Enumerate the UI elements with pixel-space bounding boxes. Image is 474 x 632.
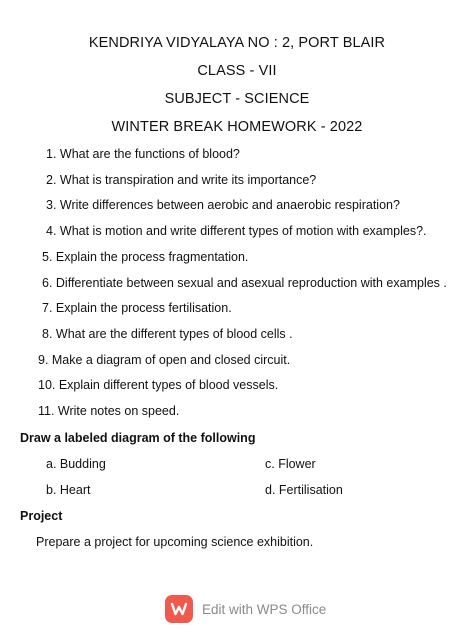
question-item: 11. Write notes on speed. (38, 404, 180, 418)
question-item: 1. What are the functions of blood? (46, 147, 240, 161)
question-item: 3. Write differences between aerobic and anaerobic respiration? (46, 198, 400, 212)
question-item: 4. What is motion and write different types of motion with examples?. (46, 224, 427, 238)
question-item: 6. Differentiate between sexual and asexual reproduction with examples . (42, 276, 447, 290)
question-item: 10. Explain different types of blood vessels. (38, 378, 279, 392)
school-name: KENDRIYA VIDYALAYA NO : 2, PORT BLAIR (88, 35, 386, 51)
question-item: 9. Make a diagram of open and closed circuit. (38, 353, 291, 367)
diagram-item: d. Fertilisation (265, 483, 343, 497)
subject-line: SUBJECT - SCIENCE (164, 91, 310, 107)
class-line: CLASS - VII (197, 63, 277, 79)
diagram-item: a. Budding (46, 457, 106, 471)
watermark-text: Edit with WPS Office (202, 601, 327, 617)
diagram-item: c. Flower (265, 457, 316, 471)
question-item: 2. What is transpiration and write its importance? (46, 173, 317, 187)
wps-logo-icon (165, 595, 193, 623)
homework-title: WINTER BREAK HOMEWORK - 2022 (111, 119, 363, 135)
diagram-item: b. Heart (46, 483, 91, 497)
wps-watermark (165, 594, 326, 624)
project-description: Prepare a project for upcoming science exhibition. (36, 535, 314, 549)
diagram-heading: Draw a labeled diagram of the following (20, 431, 256, 445)
question-item: 7. Explain the process fertilisation. (42, 301, 232, 315)
project-heading: Project (20, 509, 63, 523)
question-item: 8. What are the different types of blood cells . (42, 327, 293, 341)
question-item: 5. Explain the process fragmentation. (42, 250, 249, 264)
